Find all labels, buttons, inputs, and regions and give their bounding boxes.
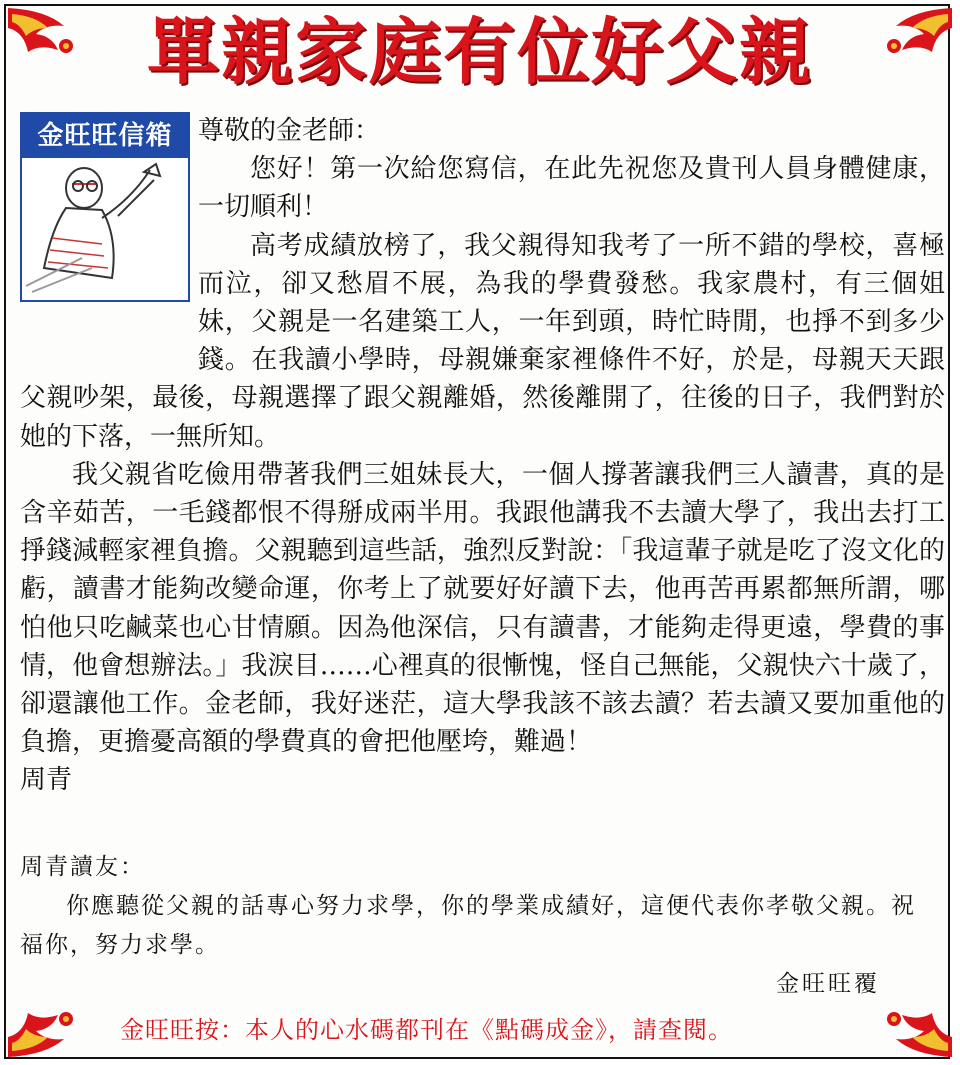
letter-paragraph: 高考成績放榜了，我父親得知我考了一所不錯的學校，喜極而泣，卻又愁眉不展，為我的學費發愁。我家農村，有三個姐妹，父親是一名建築工人，一年到頭，時忙時閒，也掙不到多少錢。在我讀小學時，母親嫌棄家裡條件不好，於是，母親天天跟父親吵架，最後，母親選擇了跟父親離婚，然後離開了，往後的日子，我們對於她的下落，一無所知。 bbox=[20, 230, 945, 452]
footer-note: 金旺旺按：本人的心水碼都刊在《點碼成金》，請查閱。 bbox=[120, 1016, 733, 1044]
letter-paragraph: 您好！第一次給您寫信，在此先祝您及貴刊人員身體健康，一切順利！ bbox=[198, 154, 945, 223]
corner-ornament-bottom-right-icon bbox=[864, 993, 954, 1059]
column-badge-label: 金旺旺信箱 bbox=[22, 114, 188, 158]
letter-paragraph: 我父親省吃儉用帶著我們三姐妹長大，一個人撐著讓我們三人讀書，真的是含辛茹苦，一毛錢都恨不得掰成兩半用。我跟他講我不去讀大學了，我出去打工掙錢減輕家裡負擔。父親聽到這些話，強烈反對說：「我這輩子就是吃了沒文化的虧，讀書才能夠改變命運，你考上了就要好好讀下去，他再苦再累都無所謂，哪怕他只吃鹹菜也心甘情願。因為他深信，只有讀書，才能夠走得更遠，學費的事情，他會想辦法。」我淚目……心裡真的很慚愧，怪自己無能，父親快六十歲了，卻還讓他工作。金老師，我好迷茫，這大學我該不該去讀？若去讀又要加重他的負擔，更擔憂高額的學費真的會把他壓垮，難過！ bbox=[20, 459, 945, 758]
reply-paragraph: 你應聽從父親的話專心努力求學，你的學業成績好，這便代表你孝敬父親。祝福你，努力求學。 bbox=[20, 893, 916, 958]
letter-body bbox=[20, 112, 945, 800]
letter-signature: 周青 bbox=[20, 765, 73, 796]
letter-greeting: 尊敬的金老師： bbox=[198, 116, 381, 146]
page-title: 單親家庭有位好父親 bbox=[146, 9, 813, 94]
reply-signature: 金旺旺覆 bbox=[776, 971, 880, 997]
reply-greeting: 周青讀友： bbox=[20, 854, 145, 880]
reply-body bbox=[20, 848, 940, 965]
corner-ornament-bottom-left-icon bbox=[6, 993, 96, 1059]
